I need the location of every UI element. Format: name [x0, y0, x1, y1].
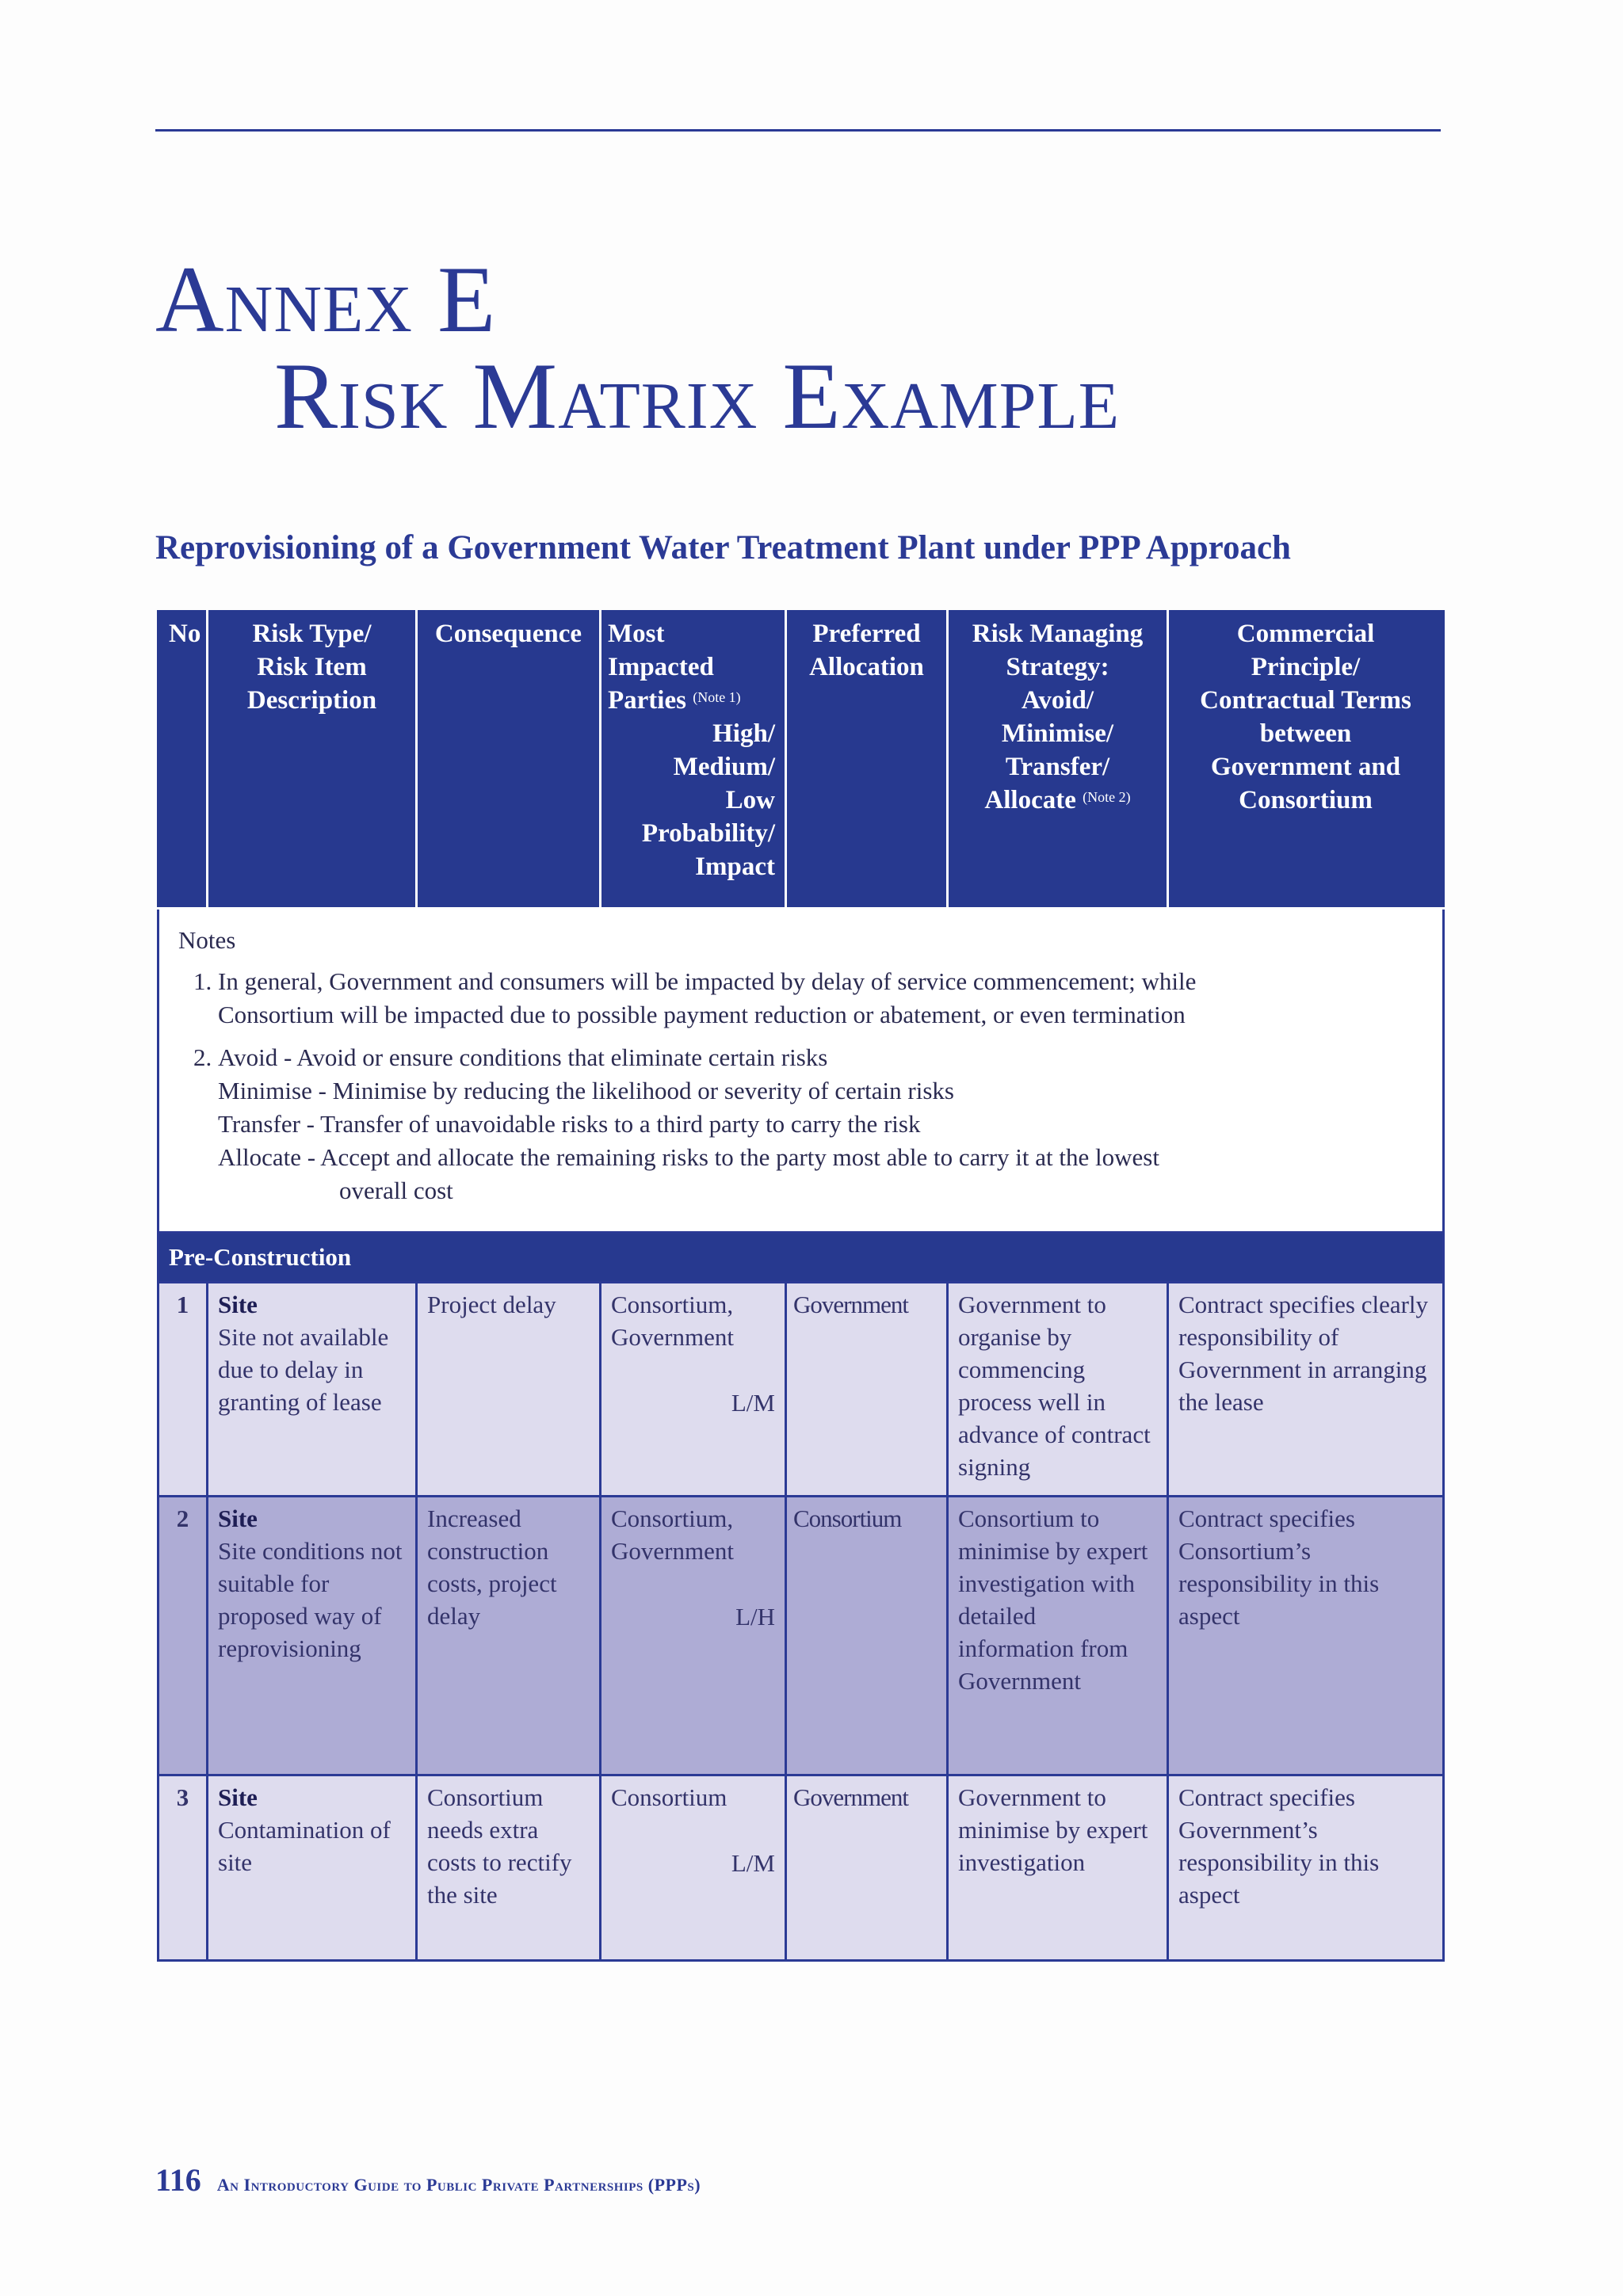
risk-strategy: Government to organise by commencing process well in advance of contract signing — [948, 1283, 1168, 1497]
col-header-risk-type-line: Risk Type/ — [252, 620, 372, 648]
note-line: Allocate - Accept and allocate the remaining risks to the party most able to carry it at the lowest — [218, 1143, 1159, 1171]
impacted-parties-cell — [601, 1497, 786, 1775]
note-2-ref: (Note 2) — [1083, 789, 1131, 805]
risk-description: Contamination of site — [218, 1816, 391, 1876]
risk-matrix-table — [157, 610, 1445, 1962]
col-header-strategy — [948, 612, 1168, 909]
preferred-allocation: Government — [786, 1775, 948, 1961]
impacted-parties: Consortium — [611, 1783, 727, 1811]
note-line: Avoid - Avoid or ensure conditions that eliminate certain risks — [218, 1043, 828, 1071]
consequence-cell: Consortium needs extra costs to rectify the site — [417, 1775, 601, 1961]
col-header-commercial-line: Contractual Terms — [1200, 686, 1411, 715]
col-header-risk-type-line: Description — [246, 686, 377, 715]
table-row — [158, 1283, 1444, 1497]
col-header-most-impacted-line: Impacted — [608, 653, 714, 681]
section-label: Pre-Construction — [158, 1233, 1444, 1283]
commercial-principle: Contract specifies Government’s responsibility in this aspect — [1168, 1775, 1444, 1961]
section-row-pre-construction — [158, 1233, 1444, 1283]
col-header-level-line: Medium/ — [673, 753, 775, 781]
col-header-strategy-line: Risk Managing — [972, 620, 1144, 648]
note-line: Transfer - Transfer of unavoidable risks to a third party to carry the risk — [218, 1110, 921, 1138]
col-header-commercial-line: Government and — [1210, 753, 1401, 781]
table-subtitle: Reprovisioning of a Government Water Treatment Plant under PPP Approach — [155, 529, 1291, 566]
notes-heading: Notes — [178, 926, 236, 954]
note-line: Minimise - Minimise by reducing the likelihood or severity of certain risks — [218, 1077, 954, 1104]
risk-type: Site — [218, 1783, 258, 1811]
footer-title: An Introductory Guide to Public Private Partnerships (PPPs) — [216, 2175, 701, 2195]
note-line: overall cost — [339, 1177, 453, 1204]
preferred-allocation: Government — [786, 1283, 948, 1497]
note-line: Consortium will be impacted due to possible payment reduction or abatement, or even termination — [218, 1001, 1186, 1028]
col-header-commercial-line: Consortium — [1239, 786, 1373, 814]
col-header-no: No — [158, 612, 208, 909]
col-header-consequence: Consequence — [417, 612, 601, 909]
risk-item-cell — [208, 1283, 417, 1497]
row-number: 3 — [158, 1775, 208, 1961]
page-title: Risk Matrix Example — [274, 343, 1121, 448]
note-1-ref: (Note 1) — [693, 689, 741, 705]
col-header-strategy-line: Avoid/ — [1021, 686, 1094, 715]
notes-cell — [158, 909, 1444, 1233]
risk-strategy: Government to minimise by expert investigation — [948, 1775, 1168, 1961]
col-header-most-impacted — [601, 612, 786, 909]
risk-description: Site not available due to delay in granting of lease — [218, 1323, 389, 1416]
commercial-principle: Contract specifies clearly responsibility of Government in arranging the lease — [1168, 1283, 1444, 1497]
probability-impact: L/H — [735, 1603, 775, 1630]
impacted-parties-cell — [601, 1775, 786, 1961]
col-header-strategy-line: Strategy: — [1006, 653, 1109, 681]
preferred-allocation: Consortium — [786, 1497, 948, 1775]
annex-heading: Annex E — [155, 246, 497, 352]
col-header-most-impacted-line — [608, 684, 775, 717]
page-number: 116 — [155, 2162, 201, 2198]
col-header-preferred-allocation — [786, 612, 948, 909]
probability-impact: L/M — [731, 1849, 775, 1877]
col-header-risk-type-line: Risk Item — [257, 653, 367, 681]
note-item — [218, 1041, 1423, 1207]
impacted-parties-cell — [601, 1283, 786, 1497]
risk-item-cell — [208, 1775, 417, 1961]
impacted-parties: Consortium, Government — [611, 1505, 734, 1565]
col-header-strategy-line: Minimise/ — [1001, 719, 1114, 748]
col-header-preferred-line: Allocation — [809, 653, 924, 681]
notes-list — [178, 965, 1423, 1207]
row-number: 1 — [158, 1283, 208, 1497]
col-header-level-line: Probability/ — [641, 819, 775, 848]
row-number: 2 — [158, 1497, 208, 1775]
commercial-principle: Contract specifies Consortium’s responsibility in this aspect — [1168, 1497, 1444, 1775]
risk-type: Site — [218, 1505, 258, 1532]
col-header-most-impacted-line: Most — [608, 620, 665, 648]
col-header-strategy-line: Allocate — [984, 786, 1076, 814]
col-header-level-line: High/ — [712, 719, 775, 748]
col-header-parties: Parties — [608, 686, 686, 715]
risk-type: Site — [218, 1291, 258, 1318]
probability-impact: L/M — [731, 1389, 775, 1417]
col-header-level-line: Impact — [695, 852, 775, 881]
note-line: In general, Government and consumers will be impacted by delay of service commencement; while — [218, 967, 1197, 995]
top-rule — [155, 129, 1441, 132]
risk-item-cell — [208, 1497, 417, 1775]
note-item — [218, 965, 1423, 1032]
notes-row — [158, 909, 1444, 1233]
table-row — [158, 1775, 1444, 1961]
col-header-commercial-line: between — [1259, 719, 1352, 748]
risk-strategy: Consortium to minimise by expert investigation with detailed information from Government — [948, 1497, 1168, 1775]
col-header-risk-type — [208, 612, 417, 909]
table-header-row — [158, 612, 1444, 909]
table-row — [158, 1497, 1444, 1775]
consequence-cell: Increased construction costs, project delay — [417, 1497, 601, 1775]
page-footer — [155, 2161, 701, 2199]
col-header-strategy-line: Transfer/ — [1005, 753, 1110, 781]
risk-description: Site conditions not suitable for proposed way of reprovisioning — [218, 1537, 403, 1662]
col-header-commercial-principle — [1168, 612, 1444, 909]
impacted-parties: Consortium, Government — [611, 1291, 734, 1351]
col-header-preferred-line: Preferred — [812, 620, 921, 648]
col-header-commercial-line: Commercial — [1236, 620, 1375, 648]
col-header-commercial-line: Principle/ — [1251, 653, 1361, 681]
consequence-cell: Project delay — [417, 1283, 601, 1497]
col-header-level-line: Low — [725, 786, 775, 814]
